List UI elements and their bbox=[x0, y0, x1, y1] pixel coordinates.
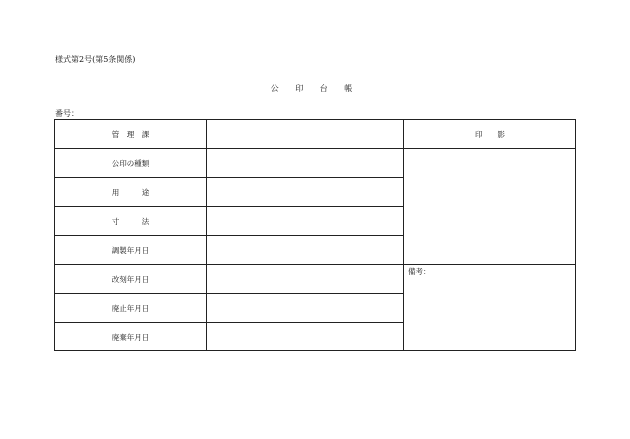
row-label-dimensions: 寸 法 bbox=[111, 217, 150, 226]
row-value-abolished-date[interactable] bbox=[207, 294, 403, 323]
row-value-dimensions[interactable] bbox=[207, 207, 403, 236]
row-label-disposed-date: 廃棄年月日 bbox=[111, 333, 150, 342]
row-label-recarved-date: 改刻年月日 bbox=[111, 275, 150, 284]
row-value-managing-section[interactable] bbox=[207, 120, 403, 149]
row-label-abolished-date: 廃止年月日 bbox=[111, 304, 150, 313]
document-title: 公 印 台 帳 bbox=[270, 84, 360, 93]
seal-ledger-table bbox=[54, 119, 576, 351]
remarks-area[interactable] bbox=[404, 265, 576, 351]
number-label: 番号： bbox=[55, 109, 79, 118]
row-label-made-date: 調製年月日 bbox=[111, 246, 150, 255]
row-label-seal-type: 公印の種類 bbox=[111, 159, 150, 168]
row-label-purpose: 用 途 bbox=[111, 188, 150, 197]
seal-impression-area[interactable] bbox=[404, 149, 576, 264]
remarks-label: 備考： bbox=[408, 267, 431, 276]
row-label-managing-section: 管 理 課 bbox=[111, 130, 150, 139]
seal-impression-header: 印 影 bbox=[475, 130, 505, 139]
row-value-disposed-date[interactable] bbox=[207, 323, 403, 352]
row-value-purpose[interactable] bbox=[207, 178, 403, 207]
row-value-recarved-date[interactable] bbox=[207, 265, 403, 294]
row-value-made-date[interactable] bbox=[207, 236, 403, 265]
row-value-seal-type[interactable] bbox=[207, 149, 403, 178]
form-label: 様式第2号(第5条関係) bbox=[55, 55, 136, 64]
